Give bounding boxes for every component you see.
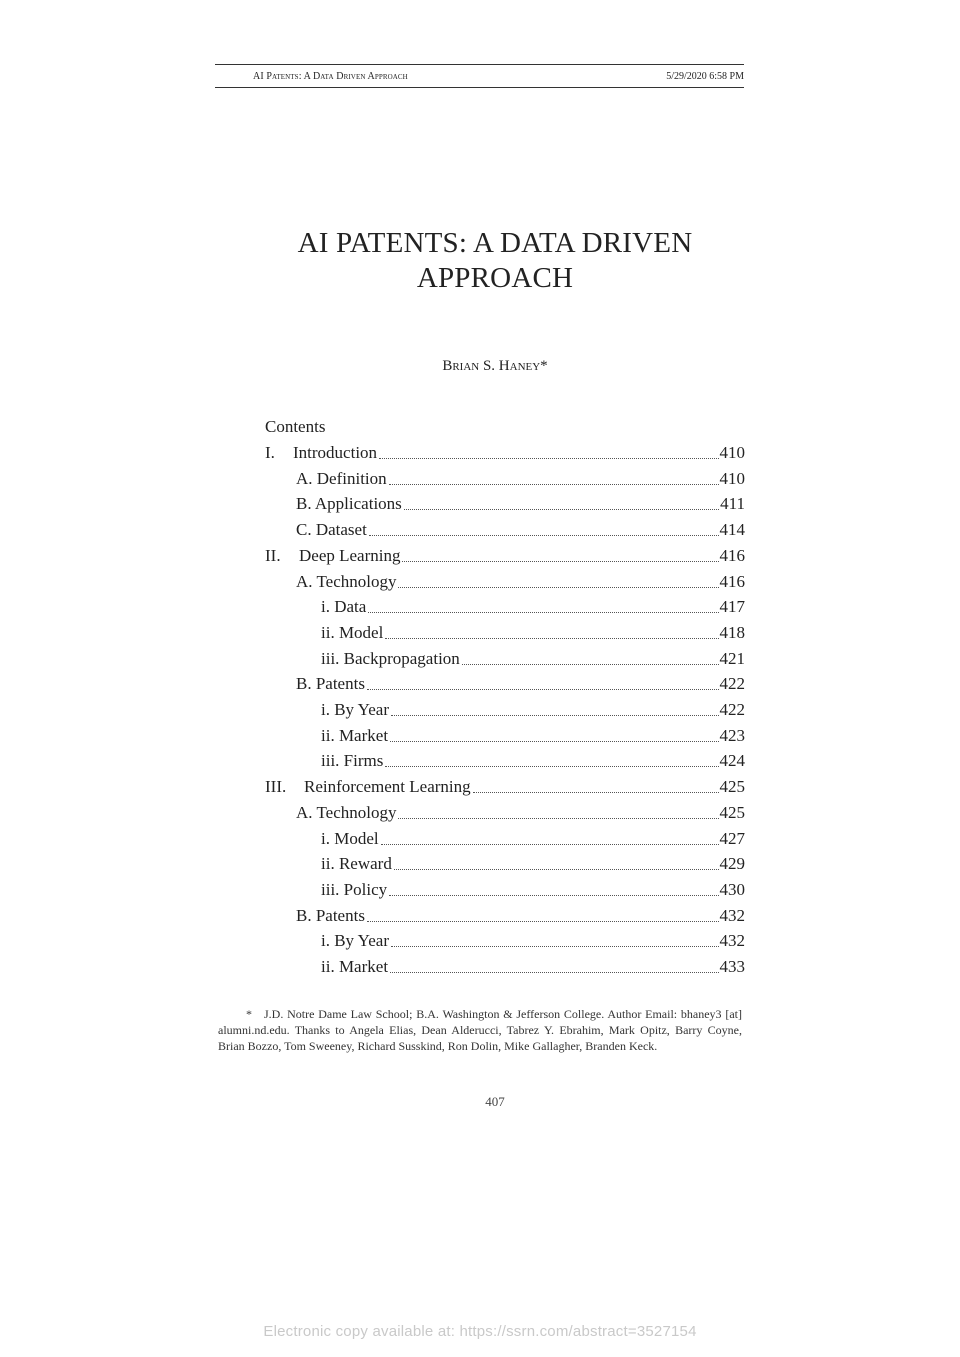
page-number: 407 [485, 1094, 505, 1109]
toc-entry-label: A. Technology [296, 802, 397, 822]
toc-entry-page: 429 [719, 854, 745, 874]
toc-dot-leader [369, 534, 719, 536]
toc-entry-page: 422 [719, 700, 745, 719]
footnote-mark: * [246, 1007, 252, 1021]
toc-dot-leader [368, 611, 718, 613]
toc-entry [265, 596, 745, 618]
toc-entry-label: ii. Reward [321, 854, 392, 874]
toc-entry-label: C. Dataset [296, 520, 367, 540]
footnote-text: J.D. Notre Dame Law School; B.A. Washington & Jefferson College. Author Email: bhaney3 [at] alumni.nd.edu. Thanks to Angela Elias, Dean Alderucci, Tabrez Y. Ebrahim, Mark Opitz, Barry Coyne, Brian Bozzo, Tom Sweeney, Richard Susskind, Ron Dolin, Mike Gallagher, Branden Keck. [218, 1007, 742, 1053]
toc-entry [265, 622, 745, 644]
toc-entry-page: 423 [719, 725, 745, 745]
toc-dot-leader [389, 894, 718, 896]
toc-entry-label: Reinforcement Learning [304, 777, 471, 797]
toc-entry [265, 493, 745, 515]
toc-entry-label: i. Model [321, 828, 379, 848]
toc-entry [265, 828, 745, 850]
toc-entry-page: 425 [719, 802, 745, 822]
toc-entry [265, 571, 745, 593]
toc-dot-leader [404, 508, 719, 510]
toc-entry-page: 410 [719, 443, 745, 462]
toc-entry-number: III. [265, 777, 287, 797]
toc-dot-leader [391, 945, 718, 947]
toc-entry-page: 418 [719, 622, 745, 642]
toc-entry [265, 519, 745, 541]
toc-entry-page: 432 [719, 905, 745, 925]
toc-dot-leader [389, 483, 719, 485]
toc-entry [265, 802, 745, 824]
toc-entry-page: 416 [719, 571, 745, 591]
toc-dot-leader [385, 765, 718, 767]
title-line-2: APPROACH [416, 262, 574, 294]
toc-entry-label: A. Technology [296, 571, 397, 591]
toc-entry [265, 673, 745, 695]
toc-entry-label: iii. Firms [321, 751, 384, 771]
author-name: Brian S. Haney* [442, 358, 548, 374]
toc-entry [265, 930, 745, 952]
toc-entry [265, 442, 745, 464]
toc-entry [265, 905, 745, 927]
toc-dot-leader [367, 688, 719, 690]
toc-entry-page: 430 [719, 879, 745, 899]
footnote [218, 1006, 742, 1054]
toc-entry [265, 956, 745, 978]
toc-entry-page: 422 [719, 674, 745, 694]
toc-entry-label: B. Applications [296, 494, 402, 514]
toc-dot-leader [379, 457, 718, 459]
toc-entry-page: 433 [719, 957, 745, 976]
toc-entry-label: i. By Year [321, 700, 390, 719]
toc-entry-label: i. By Year [321, 931, 390, 951]
running-title: AI Patents: A Data Driven Approach [253, 71, 408, 82]
toc-entry-label: iii. Backpropagation [321, 648, 460, 668]
toc-entry [265, 545, 745, 567]
toc-dot-leader [394, 868, 719, 870]
toc-entry-label: Introduction [293, 443, 378, 462]
contents-heading: Contents [265, 417, 326, 436]
toc-entry-label: ii. Market [321, 957, 389, 976]
toc-entry [265, 648, 745, 670]
toc-dot-leader [367, 920, 719, 922]
toc-dot-leader [398, 586, 718, 588]
toc-dot-leader [390, 971, 718, 973]
toc-entry-label: iii. Policy [321, 879, 388, 899]
toc-entry-number: I. [265, 443, 275, 462]
toc-dot-leader [390, 740, 718, 742]
article-title [215, 226, 775, 296]
toc-entry-number: II. [265, 545, 281, 565]
toc-entry-label: A. Definition [296, 468, 387, 488]
toc-dot-leader [462, 663, 719, 665]
toc-entry-page: 417 [719, 597, 745, 617]
header-rule-bottom [215, 87, 744, 88]
toc-dot-leader [385, 637, 718, 639]
toc-dot-leader [473, 791, 719, 793]
toc-entry-label: i. Data [321, 597, 367, 617]
toc-dot-leader [391, 714, 718, 716]
ssrn-watermark: Electronic copy available at: https://ssrn.com/abstract=3527154 [263, 1323, 697, 1340]
toc-entry-label: B. Patents [296, 905, 365, 925]
toc-entry-label: B. Patents [296, 674, 365, 694]
toc-entry-label: ii. Model [321, 622, 384, 642]
toc-entry-page: 416 [719, 545, 745, 565]
toc-entry-page: 410 [719, 468, 745, 488]
toc-entry-page: 425 [719, 777, 745, 797]
header-rule-top [215, 64, 744, 65]
toc-entry [265, 699, 745, 721]
toc-entry-page: 427 [719, 828, 745, 848]
title-line-1: AI PATENTS: A DATA DRIVEN [297, 227, 693, 259]
toc-dot-leader [402, 560, 718, 562]
toc-entry [265, 725, 745, 747]
toc-entry-label: Deep Learning [299, 545, 401, 565]
toc-entry [265, 750, 745, 772]
toc-entry-page: 421 [719, 648, 745, 668]
header-datetime: 5/29/2020 6:58 PM [666, 71, 744, 82]
toc-entry-page: 424 [719, 751, 745, 771]
toc-entry-label: ii. Market [321, 725, 389, 745]
toc-entry-page: 411 [720, 494, 745, 514]
toc-entry [265, 776, 745, 798]
toc-dot-leader [381, 843, 719, 845]
toc-entry-page: 414 [719, 520, 745, 540]
toc-entry-page: 432 [719, 931, 745, 951]
toc-dot-leader [398, 817, 718, 819]
toc-entry [265, 853, 745, 875]
toc-entry [265, 879, 745, 901]
toc-entry [265, 468, 745, 490]
